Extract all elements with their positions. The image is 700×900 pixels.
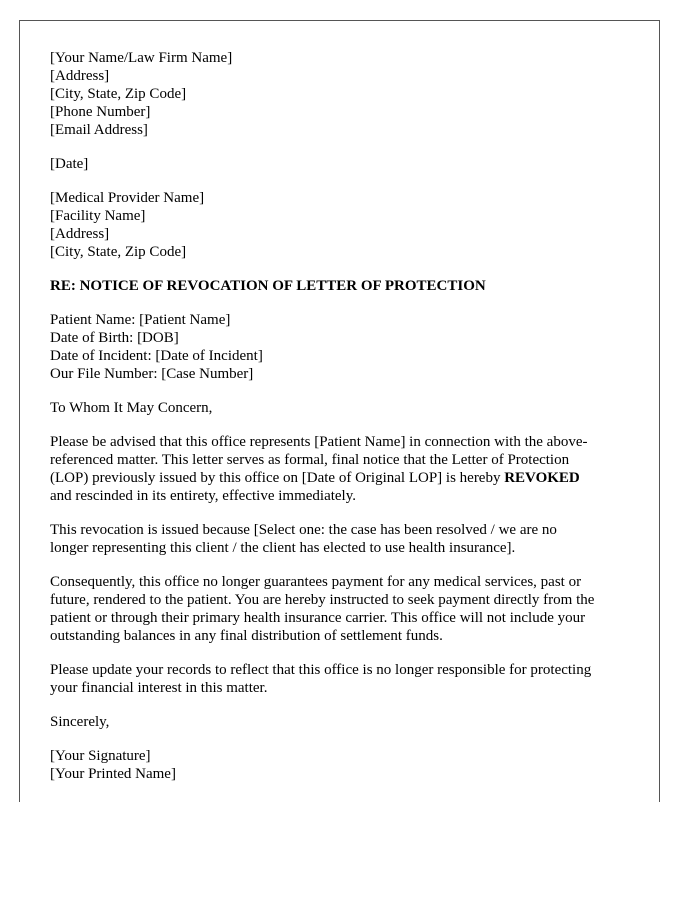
sender-address: [Address] [50, 68, 110, 84]
paragraph-representation [50, 433, 635, 505]
case-info-block [50, 311, 635, 383]
sender-phone: [Phone Number] [50, 104, 151, 120]
closing: Sincerely, [50, 714, 110, 730]
dob-line: Date of Birth: [DOB] [50, 330, 179, 346]
revoked-emphasis: REVOKED [504, 470, 580, 486]
signature-block [50, 747, 635, 783]
paragraph-line: future, rendered to the patient. You are hereby instructed to seek payment directly from the [50, 592, 595, 608]
paragraph-line: longer representing this client / the client has elected to use health insurance]. [50, 540, 516, 556]
paragraph-payment [50, 573, 635, 645]
paragraph-line: outstanding balances in any final distribution of settlement funds. [50, 628, 443, 644]
printed-name-line: [Your Printed Name] [50, 766, 176, 782]
paragraph-line: referenced matter. This letter serves as formal, final notice that the Letter of Protection [50, 452, 570, 468]
patient-name-line: Patient Name: [Patient Name] [50, 312, 231, 328]
sender-name: [Your Name/Law Firm Name] [50, 50, 233, 66]
recipient-block [50, 189, 635, 261]
salutation: To Whom It May Concern, [50, 400, 213, 416]
sender-block [50, 49, 635, 139]
paragraph-reason [50, 521, 635, 557]
paragraph-line: This revocation is issued because [Select one: the case has been resolved / we are no [50, 522, 557, 538]
paragraph-line: Consequently, this office no longer guarantees payment for any medical services, past or [50, 574, 582, 590]
recipient-address: [Address] [50, 226, 110, 242]
paragraph-line [50, 469, 635, 487]
signature-line: [Your Signature] [50, 748, 151, 764]
recipient-city-state-zip: [City, State, Zip Code] [50, 244, 187, 260]
paragraph-records [50, 661, 635, 697]
subject-line: RE: NOTICE OF REVOCATION OF LETTER OF PROTECTION [50, 278, 486, 294]
paragraph-line: Please be advised that this office represents [Patient Name] in connection with the above- [50, 434, 588, 450]
paragraph-text: (LOP) previously issued by this office on [Date of Original LOP] is hereby [50, 470, 505, 486]
letter-body [50, 49, 635, 783]
file-number-line: Our File Number: [Case Number] [50, 366, 254, 382]
paragraph-line: and rescinded in its entirety, effective immediately. [50, 488, 356, 504]
letter-page [19, 20, 660, 802]
recipient-provider: [Medical Provider Name] [50, 190, 205, 206]
letter-date: [Date] [50, 156, 89, 172]
paragraph-line: patient or through their primary health insurance carrier. This office will not include your [50, 610, 586, 626]
sender-city-state-zip: [City, State, Zip Code] [50, 86, 187, 102]
paragraph-line: your financial interest in this matter. [50, 680, 268, 696]
paragraph-line: Please update your records to reflect that this office is no longer responsible for protecting [50, 662, 592, 678]
incident-date-line: Date of Incident: [Date of Incident] [50, 348, 263, 364]
recipient-facility: [Facility Name] [50, 208, 146, 224]
sender-email: [Email Address] [50, 122, 148, 138]
date-block [50, 155, 635, 173]
